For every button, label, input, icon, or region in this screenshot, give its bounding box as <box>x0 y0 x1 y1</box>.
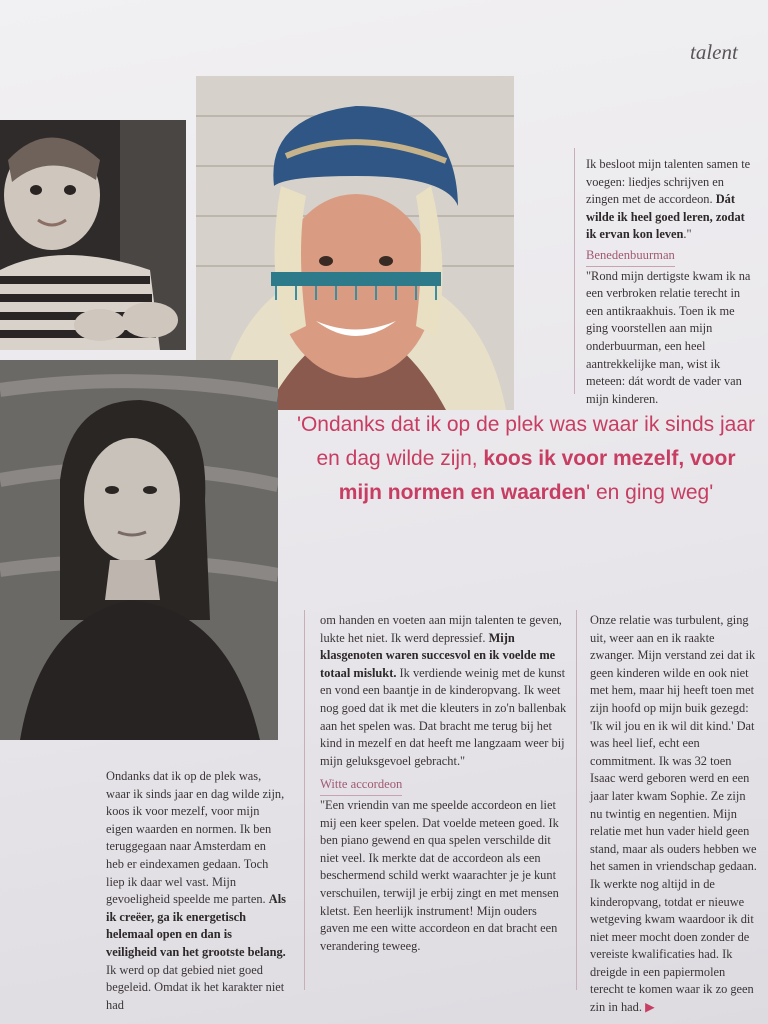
continue-arrow-icon: ▶ <box>645 1000 655 1015</box>
side-body: "Rond mijn dertigste kwam ik na een verbroken relatie terecht in een antikraakhuis. Toen ik me ging voorstellen aan mijn onderbuurman, een heel aantrekkelijke man, wist ik meteen: dát wordt de vader van mijn kinderen. <box>586 268 751 406</box>
pull-quote-bold: koos ik voor mezelf, voor mijn normen en waarden <box>338 447 736 504</box>
column-middle-body: "Een vriendin van me speelde accordeon en liet mij een keer spelen. Dat voelde meteen goed. Ik ben piano gewend en qua spelen verschilde dit niet veel. Ik merkte dat de accordeon als een beschermend schild werkt waarachter je je kunt verschuilen, terwijl je erbij zingt en met mensen kletst. Een heerlijk instrument! Mijn ouders gaven me een witte accordeon en dat bracht een verandering teweeg. <box>320 797 559 953</box>
subheading-witte-accordeon: Witte accordeon <box>320 776 402 796</box>
column-right-body: Onze relatie was turbulent, ging uit, weer aan en ik raakte zwanger. Mijn verstand zei dat ik geen kinderen wilde en ook niet met hem, maar hij heeft toen met zijn hoofd op mijn buik gezegd: 'Ik wil jou en ik wil dit kind.' Dat was heel lief, echt een commitment. Ik was 32 toen Isaac werd geboren werd en een jaar later kwam Sophie. Ze zijn nu twintig en negentien. Mijn relatie met hun vader hield geen stand, maar als ouders hebben we het samen in vriendschap gedaan. Ik werkte nog altijd in de kinderopvang, totdat er nieuwe wetgeving kwam waardoor ik dit niet meer mocht doen zonder de vereiste kwalificaties had. Ik dreigde in een papiermolen terecht te komen waar ik zo geen zin in had. <box>590 613 757 1015</box>
column-divider <box>574 148 575 394</box>
column-divider <box>304 610 305 990</box>
pull-quote-part2: ' en ging weg' <box>586 481 714 504</box>
column-middle-text1: om handen en voeten aan mijn talenten te geven, lukte het niet. Ik werd depressief. <box>320 613 562 645</box>
section-tag: talent <box>690 40 738 64</box>
pull-quote-part1: 'Ondanks dat ik op de plek was waar ik sinds jaar en dag wilde zijn, <box>296 413 756 470</box>
side-intro-bold: Dát wilde ik heel goed leren, zodat ik ervan kon leven <box>586 192 745 242</box>
column-right <box>590 612 758 1017</box>
side-column <box>586 156 758 408</box>
teen-portrait-photo <box>0 360 278 740</box>
column-middle-bold: Mijn klasgenoten waren succesvol en ik voelde me totaal mislukt. <box>320 630 556 680</box>
column-left <box>106 768 286 1014</box>
pull-quote <box>296 408 756 510</box>
column-left-bold: Als ik creëer, ga ik energetisch helemaal open en dan is veiligheid van het grootste belang. <box>106 892 286 959</box>
column-divider <box>576 610 577 990</box>
column-middle <box>320 612 568 955</box>
column-left-text2: Ik werd op dat gebied niet goed begeleid. Omdat ik het karakter niet had <box>106 962 285 1012</box>
baby-photo <box>0 120 186 350</box>
column-left-text1: Ondanks dat ik op de plek was, waar ik sinds jaar en dag wilde zijn, koos ik voor mezelf, voor mijn eigen waarden en normen. Ik ben teruggegaan naar Amsterdam en heb er eindexamen gedaan. Toch liep ik daar wel vast. Mijn gevoeligheid speelde me parten. <box>106 769 285 907</box>
side-intro-text: Ik besloot mijn talenten samen te voegen: liedjes schrijven en zingen met de accordeon. <box>586 157 751 207</box>
side-intro-end: ." <box>683 227 692 242</box>
subheading-benedenbuurman: Benedenbuurman <box>586 247 675 267</box>
column-middle-text2: Ik verdiende weinig met de kunst en vond een baantje in de kinderopvang. Ik weet nog goed dat ik met die kleuters in zo'n ballenbak aan het spelen was. Dat bracht me terug bij het kind in mezelf en dat heeft me langzaam weer bij mijn geluksgevoel gebracht." <box>320 665 567 768</box>
side-intro <box>586 156 758 244</box>
